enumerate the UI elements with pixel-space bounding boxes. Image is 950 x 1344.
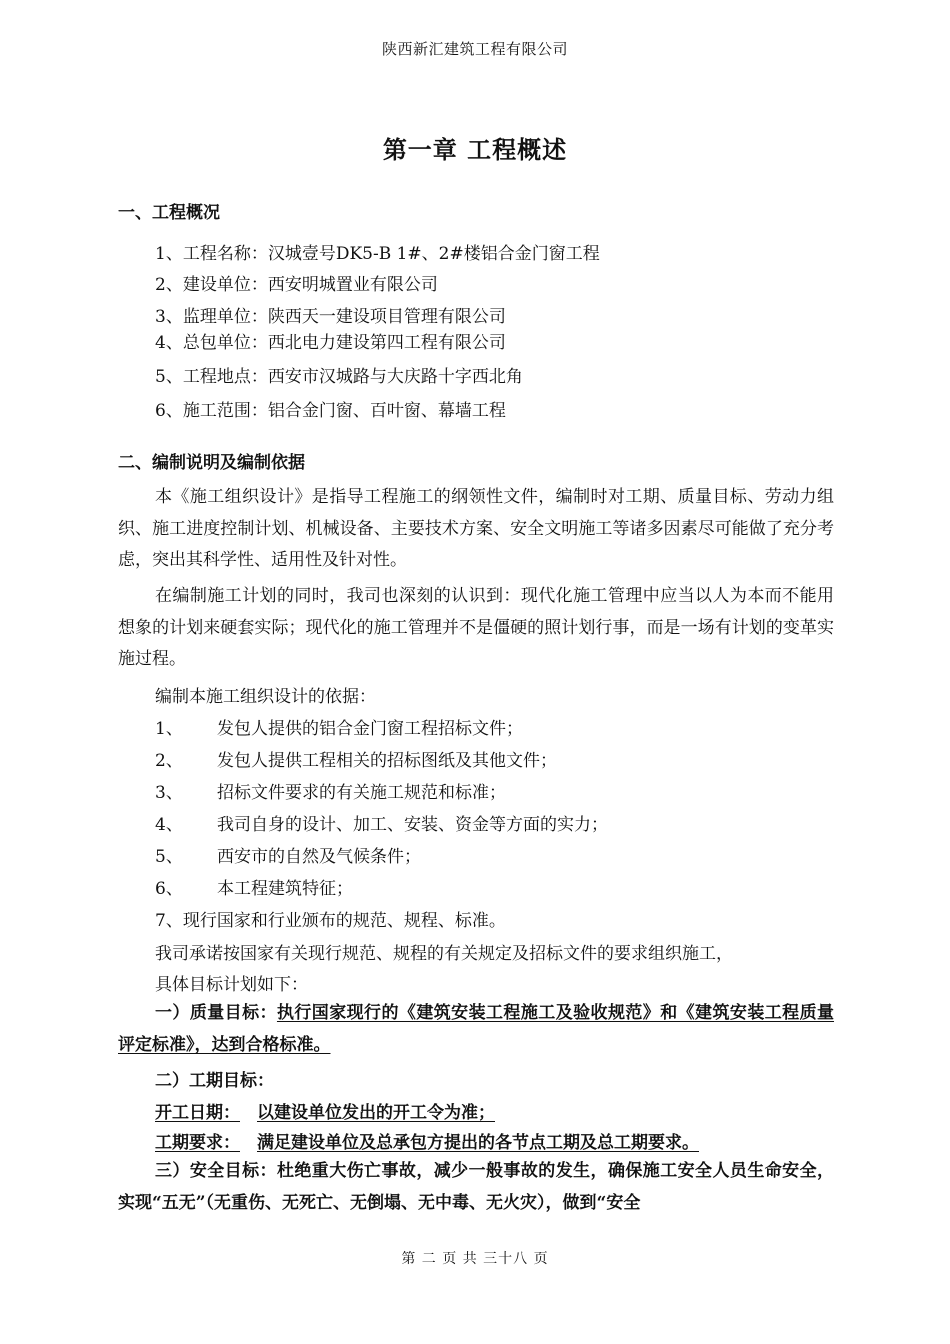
supervisor-line: 3、监理单位：陕西天一建设项目管理有限公司 (155, 307, 506, 327)
start-date-line: 开工日期： 以建设单位发出的开工令为准； (155, 1103, 495, 1123)
project-name-line: 1、工程名称：汉城壹号DK5-B 1#、2#楼铝合金门窗工程 (155, 244, 600, 264)
general-contractor-line: 4、总包单位：西北电力建设第四工程有限公司 (155, 333, 506, 353)
location-line: 5、工程地点：西安市汉城路与大庆路十字西北角 (155, 367, 523, 387)
commitment-line-2: 具体目标计划如下： (155, 975, 308, 995)
safety-target: 三）安全目标：杜绝重大伤亡事故，减少一般事故的发生，确保施工安全人员生命安全，实现“五无”（无重伤、无死亡、无倒塌、无中毒、无火灾），做到“安全 (118, 1161, 835, 1213)
commitment-line-1: 我司承诺按国家有关现行规范、规程的有关规定及招标文件的要求组织施工， (155, 944, 733, 964)
basis-item-7: 7、现行国家和行业颁布的规范、规程、标准。 (155, 911, 506, 931)
basis-item: 3、 招标文件要求的有关施工规范和标准； (155, 783, 506, 803)
schedule-target-label: 二）工期目标： (155, 1071, 274, 1091)
quality-target: 一）质量目标：执行国家现行的《建筑安装工程施工及验收规范》和《建筑安装工程质量评定标准》，达到合格标准。 (118, 1003, 835, 1055)
basis-item: 2、 发包人提供工程相关的招标图纸及其他文件； (155, 751, 557, 771)
basis-item: 4、 我司自身的设计、加工、安装、资金等方面的实力； (155, 815, 608, 835)
basis-intro: 编制本施工组织设计的依据： (155, 687, 376, 707)
intro-paragraph: 本《施工组织设计》是指导工程施工的纲领性文件，编制时对工期、质量目标、劳动力组织、施工进度控制计划、机械设备、主要技术方案、安全文明施工等诸多因素尽可能做了充分考虑，突出其科学性、适用性及针对性。 (118, 487, 834, 570)
developer-line: 2、建设单位：西安明城置业有限公司 (155, 275, 438, 295)
duration-line: 工期要求： 满足建设单位及总承包方提出的各节点工期及总工期要求。 (155, 1133, 699, 1153)
basis-item: 1、 发包人提供的铝合金门窗工程招标文件； (155, 719, 523, 739)
scope-line: 6、施工范围：铝合金门窗、百叶窗、幕墙工程 (155, 401, 506, 421)
section-heading-basis: 二、编制说明及编制依据 (118, 453, 305, 473)
chapter-title: 第一章 工程概述 (382, 136, 568, 164)
management-paragraph: 在编制施工计划的同时，我司也深刻的认识到：现代化施工管理中应当以人为本而不能用想象的计划来硬套实际；现代化的施工管理并不是僵硬的照计划行事，而是一场有计划的变革实施过程。 (118, 586, 834, 669)
section-heading-overview: 一、工程概况 (118, 203, 220, 223)
page-number-footer: 第 二 页 共 三十八 页 (401, 1251, 549, 1267)
basis-item: 5、 西安市的自然及气候条件； (155, 847, 421, 867)
basis-item: 6、 本工程建筑特征； (155, 879, 353, 899)
header-divider (118, 64, 834, 65)
page-header-company: 陕西新汇建筑工程有限公司 (381, 40, 568, 58)
